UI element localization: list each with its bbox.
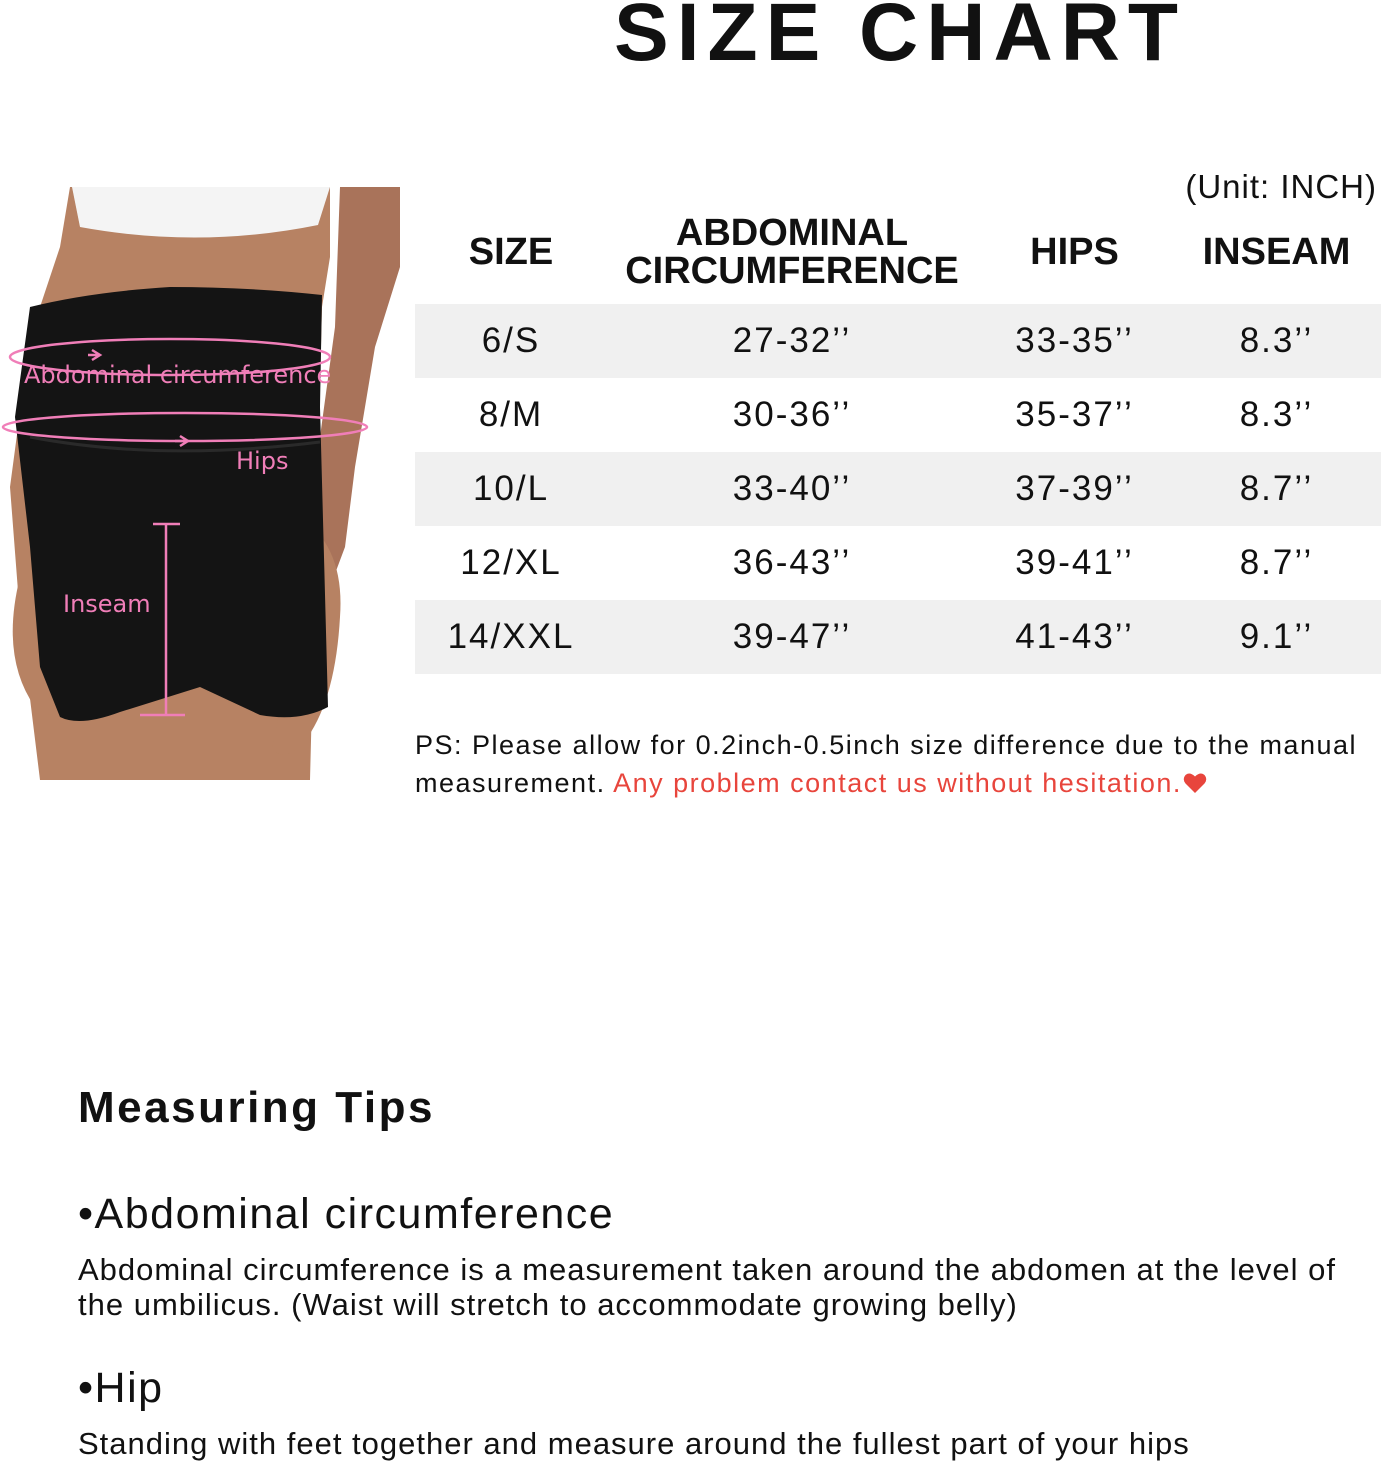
- hips-label: Hips: [236, 447, 289, 475]
- size-table: [415, 200, 1381, 674]
- cell-hips: 41-43’’: [977, 600, 1172, 674]
- shorts-illustration: [0, 187, 400, 780]
- heart-icon: [1182, 772, 1208, 794]
- cell-hips: 35-37’’: [1015, 395, 1134, 434]
- cell-inseam: 8.3’’: [1239, 395, 1314, 434]
- cell-abdominal: 36-43’’: [732, 543, 852, 582]
- header-abdominal-text: ABDOMINAL CIRCUMFERENCE: [625, 212, 959, 292]
- tip-heading-abdominal: •Abdominal circumference: [78, 1190, 615, 1238]
- tip-body-abdominal: Abdominal circumference is a measurement taken around the abdomen at the level of the umbilicus. (Waist will stretch to accommodate growing belly): [78, 1252, 1336, 1322]
- measurement-figure: [0, 187, 400, 780]
- tips-title: Measuring Tips: [78, 1083, 435, 1132]
- cell-abdominal: 33-40’’: [607, 452, 977, 526]
- cell-inseam: 8.7’’: [1172, 452, 1381, 526]
- size-note: [415, 726, 1383, 802]
- tip-heading-hip: •Hip: [78, 1364, 164, 1412]
- cell-size: 14/XXL: [415, 600, 607, 674]
- inseam-label: Inseam: [63, 590, 151, 618]
- cell-size: 8/M: [478, 395, 544, 434]
- abdominal-label: Abdominal circumference: [24, 361, 332, 389]
- table-row: [415, 526, 1381, 600]
- table-row: [415, 452, 1381, 526]
- cell-size: 6/S: [415, 304, 607, 378]
- note-highlight: Any problem contact us without hesitation.: [613, 768, 1182, 798]
- table-row: [415, 600, 1381, 674]
- header-abdominal: [607, 200, 977, 304]
- cell-inseam: 9.1’’: [1172, 600, 1381, 674]
- cell-hips: 37-39’’: [977, 452, 1172, 526]
- cell-size: 10/L: [415, 452, 607, 526]
- cell-hips: 39-41’’: [1015, 543, 1134, 582]
- note-text: PS: Please allow for 0.2inch-0.5inch size difference due to the manual measurement.: [415, 730, 1357, 798]
- page-title: SIZE CHART: [614, 0, 1186, 78]
- cell-abdominal: 27-32’’: [607, 304, 977, 378]
- cell-abdominal: 30-36’’: [732, 395, 852, 434]
- header-hips: HIPS: [1030, 231, 1119, 273]
- cell-abdominal: 39-47’’: [607, 600, 977, 674]
- cell-inseam: 8.3’’: [1172, 304, 1381, 378]
- unit-label: (Unit: INCH): [1185, 168, 1377, 205]
- table-header-row: [415, 200, 1381, 304]
- shorts-shape: [15, 287, 328, 721]
- cell-hips: 33-35’’: [977, 304, 1172, 378]
- table-row: [415, 378, 1381, 452]
- header-inseam: INSEAM: [1202, 231, 1351, 273]
- cell-inseam: 8.7’’: [1239, 543, 1314, 582]
- table-row: [415, 304, 1381, 378]
- tip-body-hip: Standing with feet together and measure around the fullest part of your hips: [78, 1426, 1190, 1461]
- cell-size: 12/XL: [460, 543, 562, 582]
- header-size: SIZE: [468, 231, 554, 273]
